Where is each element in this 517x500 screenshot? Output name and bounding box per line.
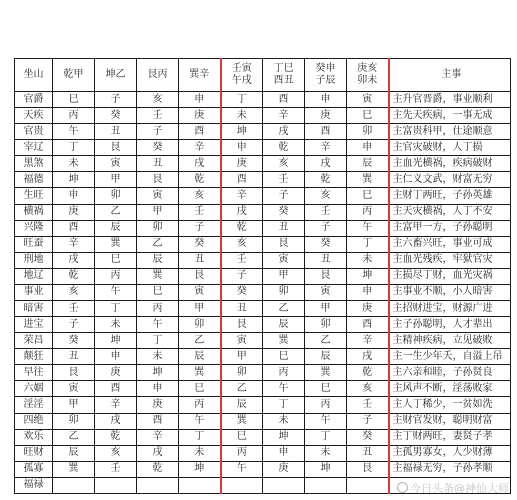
direction-cell: 未 bbox=[53, 156, 95, 172]
direction-cell: 丁 bbox=[53, 140, 95, 156]
direction-cell: 乾 bbox=[263, 140, 305, 156]
table-row bbox=[15, 220, 511, 236]
direction-cell: 癸 bbox=[347, 429, 389, 445]
direction-cell: 癸 bbox=[305, 236, 347, 252]
direction-cell: 寅 bbox=[221, 333, 263, 349]
mountain-name-cell: 天疾 bbox=[15, 108, 53, 124]
header-mao-wei: 卯未 bbox=[357, 75, 378, 86]
direction-cell: 未 bbox=[137, 349, 179, 365]
mountain-name-cell: 地辽 bbox=[15, 268, 53, 284]
mountain-name-cell: 黑煞 bbox=[15, 156, 53, 172]
direction-cell: 巳 bbox=[305, 381, 347, 397]
direction-cell: 午 bbox=[137, 317, 179, 333]
direction-cell: 坤 bbox=[53, 172, 95, 188]
table-row bbox=[15, 252, 511, 268]
direction-cell bbox=[263, 477, 305, 493]
table-row bbox=[15, 188, 511, 204]
direction-cell: 丑 bbox=[263, 220, 305, 236]
table-row bbox=[15, 445, 511, 461]
direction-cell: 巳 bbox=[53, 92, 95, 108]
direction-cell: 庚 bbox=[305, 108, 347, 124]
direction-cell: 艮 bbox=[263, 236, 305, 252]
direction-cell: 丑 bbox=[305, 252, 347, 268]
direction-cell: 丁 bbox=[305, 429, 347, 445]
direction-cell: 卯 bbox=[305, 317, 347, 333]
direction-cell: 酉 bbox=[95, 381, 137, 397]
direction-cell: 辛 bbox=[305, 140, 347, 156]
direction-cell: 巳 bbox=[137, 284, 179, 300]
mountain-name-cell: 孤寡 bbox=[15, 461, 53, 477]
direction-cell: 辛 bbox=[179, 140, 221, 156]
direction-cell bbox=[305, 477, 347, 493]
direction-cell: 戌 bbox=[305, 156, 347, 172]
main-matter-cell: 主精神疾病，立见破败 bbox=[389, 333, 511, 349]
header-ding-si: 丁巳 bbox=[273, 63, 294, 74]
table-body bbox=[15, 92, 511, 494]
direction-cell: 艮 bbox=[305, 268, 347, 284]
direction-cell: 未 bbox=[221, 108, 263, 124]
direction-cell: 艮 bbox=[53, 365, 95, 381]
direction-cell: 未 bbox=[305, 445, 347, 461]
table-row bbox=[15, 140, 511, 156]
main-matter-cell: 主血光残疾，牢狱官灾 bbox=[389, 252, 511, 268]
direction-cell: 乙 bbox=[221, 381, 263, 397]
header-geng-hai: 庚亥 bbox=[357, 63, 378, 74]
direction-cell: 未 bbox=[95, 317, 137, 333]
direction-cell: 亥 bbox=[347, 381, 389, 397]
direction-cell: 未 bbox=[263, 413, 305, 429]
main-matter-cell: 主仁义文武，财富无穷 bbox=[389, 172, 511, 188]
direction-cell bbox=[221, 477, 263, 493]
direction-cell: 亥 bbox=[179, 188, 221, 204]
direction-cell: 巽 bbox=[95, 236, 137, 252]
main-matter-cell: 主血光横祸，疾病破财 bbox=[389, 156, 511, 172]
direction-cell: 丁 bbox=[263, 397, 305, 413]
direction-cell: 坤 bbox=[137, 365, 179, 381]
table-row bbox=[15, 413, 511, 429]
direction-cell: 午 bbox=[179, 413, 221, 429]
direction-cell: 癸 bbox=[95, 108, 137, 124]
direction-cell: 乾 bbox=[221, 220, 263, 236]
direction-cell: 丁 bbox=[95, 301, 137, 317]
direction-cell: 艮 bbox=[179, 268, 221, 284]
direction-cell: 辰 bbox=[95, 220, 137, 236]
direction-cell: 戌 bbox=[179, 156, 221, 172]
direction-cell: 丙 bbox=[347, 204, 389, 220]
direction-cell: 乙 bbox=[53, 429, 95, 445]
direction-cell: 乾 bbox=[179, 172, 221, 188]
direction-cell: 酉 bbox=[179, 124, 221, 140]
direction-cell: 午 bbox=[305, 413, 347, 429]
direction-cell: 辰 bbox=[179, 349, 221, 365]
direction-cell: 申 bbox=[347, 140, 389, 156]
mountain-name-cell: 福禄 bbox=[15, 477, 53, 493]
mountain-name-cell: 旺财 bbox=[15, 445, 53, 461]
table-row bbox=[15, 236, 511, 252]
direction-cell: 申 bbox=[221, 140, 263, 156]
main-matter-cell: 主六亲和睦，子孙贤良 bbox=[389, 365, 511, 381]
direction-cell: 申 bbox=[347, 284, 389, 300]
header-row bbox=[15, 59, 511, 92]
direction-cell: 巳 bbox=[347, 108, 389, 124]
main-matter-cell: 主风声不断，淫荡败家 bbox=[389, 381, 511, 397]
direction-cell: 巳 bbox=[179, 381, 221, 397]
direction-cell: 亥 bbox=[221, 236, 263, 252]
direction-cell: 子 bbox=[305, 220, 347, 236]
direction-cell: 辰 bbox=[263, 317, 305, 333]
direction-cell: 坤 bbox=[95, 333, 137, 349]
header-gui-shen: 癸申 bbox=[315, 63, 336, 74]
direction-cell: 甲 bbox=[53, 397, 95, 413]
direction-cell: 酉 bbox=[53, 220, 95, 236]
table-row bbox=[15, 381, 511, 397]
header-qian-jia: 乾甲 bbox=[53, 59, 95, 92]
direction-cell: 亥 bbox=[305, 188, 347, 204]
main-matter-cell: 主一生少年夭，自溢上吊 bbox=[389, 349, 511, 365]
direction-cell: 巽 bbox=[53, 461, 95, 477]
header-zi-chen: 子辰 bbox=[315, 75, 336, 86]
direction-cell: 甲 bbox=[95, 172, 137, 188]
main-matter-cell: 主官灾破财，人丁损 bbox=[389, 140, 511, 156]
mountain-name-cell: 官爵 bbox=[15, 92, 53, 108]
main-matter-cell: 主先天疾病，一事无成 bbox=[389, 108, 511, 124]
direction-cell bbox=[95, 477, 137, 493]
direction-cell: 丙 bbox=[221, 445, 263, 461]
table-row bbox=[15, 461, 511, 477]
direction-cell: 庚 bbox=[347, 301, 389, 317]
direction-cell: 子 bbox=[137, 124, 179, 140]
main-matter-cell: 主招财进宝，财源广进 bbox=[389, 301, 511, 317]
direction-cell: 未 bbox=[179, 445, 221, 461]
table-row bbox=[15, 349, 511, 365]
direction-cell: 寅 bbox=[137, 188, 179, 204]
direction-cell: 戌 bbox=[137, 445, 179, 461]
direction-cell: 辰 bbox=[221, 397, 263, 413]
direction-cell: 巳 bbox=[221, 429, 263, 445]
header-xun-xin: 巽辛 bbox=[179, 59, 221, 92]
direction-cell: 申 bbox=[137, 381, 179, 397]
mountain-name-cell: 暗害 bbox=[15, 301, 53, 317]
direction-cell: 巳 bbox=[95, 252, 137, 268]
mountain-name-cell: 早往 bbox=[15, 365, 53, 381]
mountain-name-cell: 六姻 bbox=[15, 381, 53, 397]
mountain-name-cell: 进宝 bbox=[15, 317, 53, 333]
direction-cell: 寅 bbox=[263, 252, 305, 268]
direction-cell: 艮 bbox=[221, 317, 263, 333]
table-row bbox=[15, 156, 511, 172]
direction-cell: 酉 bbox=[263, 92, 305, 108]
direction-cell bbox=[347, 477, 389, 493]
direction-cell: 癸 bbox=[53, 333, 95, 349]
direction-cell: 戌 bbox=[53, 252, 95, 268]
direction-cell: 丙 bbox=[53, 108, 95, 124]
main-matter-cell: 主天灾横祸，人丁不安 bbox=[389, 204, 511, 220]
header-main-matter: 主事 bbox=[389, 59, 511, 92]
direction-cell: 坤 bbox=[305, 461, 347, 477]
table-row bbox=[15, 124, 511, 140]
header-kun-yi: 坤乙 bbox=[95, 59, 137, 92]
table-row bbox=[15, 204, 511, 220]
direction-cell: 辛 bbox=[263, 108, 305, 124]
direction-cell: 壬 bbox=[179, 204, 221, 220]
direction-cell: 辛 bbox=[95, 397, 137, 413]
direction-cell: 丑 bbox=[347, 445, 389, 461]
direction-cell: 乙 bbox=[179, 333, 221, 349]
header-ren-yin: 壬寅 bbox=[231, 63, 252, 74]
direction-cell: 未 bbox=[347, 252, 389, 268]
header-ding-si-group bbox=[263, 59, 305, 92]
header-you-chou: 酉丑 bbox=[273, 75, 294, 86]
main-matter-cell: 主富甲一方，子孙聪明 bbox=[389, 220, 511, 236]
direction-cell: 乙 bbox=[305, 333, 347, 349]
table-row bbox=[15, 301, 511, 317]
table-row bbox=[15, 317, 511, 333]
direction-cell: 戌 bbox=[347, 349, 389, 365]
direction-cell: 子 bbox=[179, 220, 221, 236]
direction-cell: 子 bbox=[53, 317, 95, 333]
direction-cell: 寅 bbox=[179, 284, 221, 300]
main-matter-cell: 主六畜兴旺，事业可成 bbox=[389, 236, 511, 252]
direction-cell: 坤 bbox=[221, 124, 263, 140]
direction-cell: 甲 bbox=[221, 349, 263, 365]
direction-cell: 庚 bbox=[179, 108, 221, 124]
direction-cell: 申 bbox=[263, 445, 305, 461]
direction-cell: 乾 bbox=[137, 461, 179, 477]
mountain-name-cell: 宰辽 bbox=[15, 140, 53, 156]
table-row bbox=[15, 429, 511, 445]
mountain-name-cell: 刑地 bbox=[15, 252, 53, 268]
direction-cell: 辰 bbox=[305, 349, 347, 365]
direction-cell: 丁 bbox=[347, 236, 389, 252]
direction-cell: 辛 bbox=[137, 429, 179, 445]
direction-cell: 癸 bbox=[221, 284, 263, 300]
direction-cell: 亥 bbox=[137, 92, 179, 108]
mountain-name-cell: 四绝 bbox=[15, 413, 53, 429]
mountain-name-cell: 横祸 bbox=[15, 204, 53, 220]
watermark bbox=[397, 480, 509, 496]
direction-cell: 庚 bbox=[137, 397, 179, 413]
direction-cell: 子 bbox=[347, 413, 389, 429]
main-matter-cell: 主丁财两旺，妻贤子孝 bbox=[389, 429, 511, 445]
direction-cell: 申 bbox=[95, 349, 137, 365]
mountain-name-cell: 颠狂 bbox=[15, 349, 53, 365]
direction-cell: 壬 bbox=[137, 108, 179, 124]
direction-cell: 甲 bbox=[179, 301, 221, 317]
direction-cell: 丑 bbox=[179, 252, 221, 268]
direction-cell: 酉 bbox=[347, 317, 389, 333]
main-matter-cell: 主财官发财，聪明财富 bbox=[389, 413, 511, 429]
mountain-name-cell: 事业 bbox=[15, 284, 53, 300]
direction-cell: 亥 bbox=[263, 156, 305, 172]
direction-cell: 酉 bbox=[305, 124, 347, 140]
header-mountain: 坐山 bbox=[15, 59, 53, 92]
direction-cell: 辛 bbox=[347, 333, 389, 349]
direction-cell: 亥 bbox=[95, 445, 137, 461]
table-row bbox=[15, 172, 511, 188]
direction-cell: 甲 bbox=[137, 204, 179, 220]
direction-cell: 巽 bbox=[347, 172, 389, 188]
mountain-name-cell: 福德 bbox=[15, 172, 53, 188]
direction-cell: 申 bbox=[179, 92, 221, 108]
direction-cell: 辛 bbox=[221, 188, 263, 204]
direction-cell: 丙 bbox=[263, 365, 305, 381]
header-gen-bing: 艮丙 bbox=[137, 59, 179, 92]
direction-cell: 戌 bbox=[221, 204, 263, 220]
direction-cell: 丑 bbox=[137, 156, 179, 172]
direction-cell: 酉 bbox=[221, 172, 263, 188]
direction-cell: 壬 bbox=[305, 204, 347, 220]
lookup-table-sheet bbox=[14, 58, 510, 494]
watermark-text: 今日头条@神仙大师 bbox=[410, 482, 509, 495]
direction-cell bbox=[137, 477, 179, 493]
direction-cell: 卯 bbox=[95, 188, 137, 204]
direction-cell: 甲 bbox=[263, 268, 305, 284]
direction-cell: 戌 bbox=[263, 124, 305, 140]
direction-cell: 艮 bbox=[95, 140, 137, 156]
direction-cell: 丙 bbox=[95, 268, 137, 284]
direction-cell: 癸 bbox=[137, 140, 179, 156]
direction-cell: 庚 bbox=[221, 156, 263, 172]
direction-cell: 巽 bbox=[305, 365, 347, 381]
table-row bbox=[15, 365, 511, 381]
direction-cell: 壬 bbox=[53, 301, 95, 317]
header-gui-shen-group bbox=[305, 59, 347, 92]
mountain-name-cell: 生旺 bbox=[15, 188, 53, 204]
direction-cell: 辛 bbox=[53, 236, 95, 252]
table-row bbox=[15, 284, 511, 300]
direction-cell bbox=[179, 477, 221, 493]
direction-cell: 丙 bbox=[305, 397, 347, 413]
direction-cell: 坤 bbox=[263, 429, 305, 445]
direction-cell: 戌 bbox=[95, 413, 137, 429]
main-matter-cell: 主损尽丁财，血光灾祸 bbox=[389, 268, 511, 284]
direction-cell: 申 bbox=[305, 92, 347, 108]
direction-cell: 丑 bbox=[95, 124, 137, 140]
direction-cell: 乾 bbox=[95, 429, 137, 445]
direction-cell: 巽 bbox=[263, 333, 305, 349]
direction-cell: 寅 bbox=[305, 284, 347, 300]
direction-cell: 丑 bbox=[221, 301, 263, 317]
direction-cell: 巽 bbox=[179, 365, 221, 381]
main-matter-cell: 主财丁两旺，子孙英雄 bbox=[389, 188, 511, 204]
header-wu-xu: 午戌 bbox=[231, 75, 252, 86]
main-matter-cell: 主福禄无穷，子孙孝顺 bbox=[389, 461, 511, 477]
direction-cell: 乙 bbox=[263, 301, 305, 317]
direction-cell: 乾 bbox=[305, 172, 347, 188]
direction-cell: 午 bbox=[95, 284, 137, 300]
direction-cell: 丑 bbox=[53, 349, 95, 365]
direction-cell: 坤 bbox=[347, 268, 389, 284]
direction-cell: 坤 bbox=[179, 461, 221, 477]
main-matter-cell: 主富贵科甲，仕途顺意 bbox=[389, 124, 511, 140]
mountain-name-cell: 欢乐 bbox=[15, 429, 53, 445]
direction-cell: 乾 bbox=[347, 365, 389, 381]
direction-cell: 艮 bbox=[137, 172, 179, 188]
direction-cell: 癸 bbox=[263, 204, 305, 220]
direction-cell: 丁 bbox=[179, 429, 221, 445]
mountain-name-cell: 官贵 bbox=[15, 124, 53, 140]
mountain-name-cell: 淫淫 bbox=[15, 397, 53, 413]
direction-cell: 壬 bbox=[347, 397, 389, 413]
header-geng-hai-group bbox=[347, 59, 389, 92]
direction-cell: 寅 bbox=[95, 156, 137, 172]
direction-cell: 午 bbox=[221, 461, 263, 477]
direction-cell: 午 bbox=[347, 220, 389, 236]
direction-cell: 癸 bbox=[179, 236, 221, 252]
mountain-name-cell: 荣昌 bbox=[15, 333, 53, 349]
direction-cell: 辰 bbox=[137, 252, 179, 268]
direction-cell: 寅 bbox=[347, 92, 389, 108]
direction-cell: 卯 bbox=[221, 365, 263, 381]
main-matter-cell: 主子孙聪明，人才辈出 bbox=[389, 317, 511, 333]
direction-cell: 寅 bbox=[53, 381, 95, 397]
direction-cell: 午 bbox=[263, 381, 305, 397]
direction-cell: 丁 bbox=[221, 92, 263, 108]
direction-cell: 甲 bbox=[305, 301, 347, 317]
header-ren-yin-group bbox=[221, 59, 263, 92]
direction-cell: 申 bbox=[53, 188, 95, 204]
direction-cell: 壬 bbox=[95, 461, 137, 477]
mountain-name-cell: 旺蚕 bbox=[15, 236, 53, 252]
main-matter-cell: 主人丁稀少，一贫如洗 bbox=[389, 397, 511, 413]
direction-cell: 壬 bbox=[263, 172, 305, 188]
table-row bbox=[15, 108, 511, 124]
direction-cell: 子 bbox=[95, 92, 137, 108]
direction-cell: 巳 bbox=[347, 188, 389, 204]
table-row bbox=[15, 397, 511, 413]
direction-cell: 卯 bbox=[347, 124, 389, 140]
table-row bbox=[15, 92, 511, 108]
direction-cell: 辰 bbox=[347, 156, 389, 172]
direction-cell: 巽 bbox=[221, 413, 263, 429]
direction-cell: 乾 bbox=[53, 268, 95, 284]
direction-cell: 丙 bbox=[179, 397, 221, 413]
mountain-name-cell: 兴隆 bbox=[15, 220, 53, 236]
direction-cell: 子 bbox=[221, 268, 263, 284]
main-matter-cell: 主升官晋爵，事业顺利 bbox=[389, 92, 511, 108]
direction-cell: 辰 bbox=[53, 445, 95, 461]
direction-cell: 卯 bbox=[53, 413, 95, 429]
direction-cell: 巳 bbox=[263, 349, 305, 365]
direction-cell: 午 bbox=[53, 124, 95, 140]
direction-cell: 乙 bbox=[95, 204, 137, 220]
direction-cell: 乙 bbox=[137, 236, 179, 252]
direction-cell: 丁 bbox=[137, 333, 179, 349]
main-matter-cell: 主事业不顺，小人暗害 bbox=[389, 284, 511, 300]
direction-cell: 庚 bbox=[263, 461, 305, 477]
table-row bbox=[15, 333, 511, 349]
mountain-lookup-table bbox=[14, 58, 511, 494]
direction-cell: 卯 bbox=[263, 284, 305, 300]
watermark-logo-icon bbox=[397, 482, 408, 493]
direction-cell: 酉 bbox=[137, 413, 179, 429]
direction-cell: 巽 bbox=[137, 268, 179, 284]
direction-cell: 艮 bbox=[347, 461, 389, 477]
direction-cell: 子 bbox=[263, 188, 305, 204]
table-row bbox=[15, 268, 511, 284]
direction-cell: 丙 bbox=[137, 301, 179, 317]
direction-cell: 庚 bbox=[53, 204, 95, 220]
direction-cell: 卯 bbox=[137, 220, 179, 236]
direction-cell: 庚 bbox=[95, 365, 137, 381]
main-matter-cell: 主孤男寡女，人少财薄 bbox=[389, 445, 511, 461]
direction-cell bbox=[53, 477, 95, 493]
direction-cell: 亥 bbox=[53, 284, 95, 300]
direction-cell: 壬 bbox=[221, 252, 263, 268]
direction-cell: 卯 bbox=[179, 317, 221, 333]
